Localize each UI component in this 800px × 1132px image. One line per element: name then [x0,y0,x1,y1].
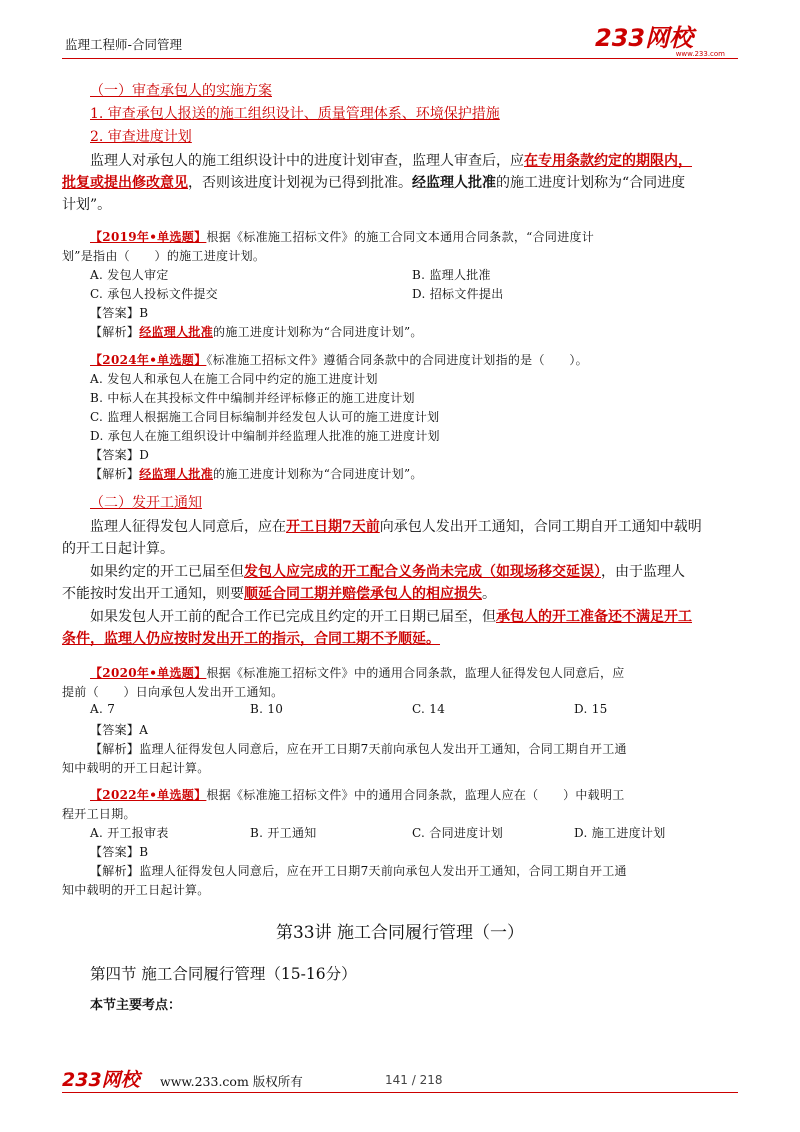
text-run: 《标准施工招标文件》遵循合同条款中的合同进度计划指的是（ ）。 [206,353,588,367]
item-review-design: 1. 审查承包人报送的施工组织设计、质量管理体系、环境保护措施 [90,106,500,122]
highlight-text: 批复或提出修改意见 [62,175,188,191]
question-stem [90,351,588,368]
highlight-text: 经监理人批准 [139,325,214,339]
highlight-text: 发包人应完成的开工配合义务尚未完成（如现场移交延误） [244,564,601,580]
text-run: 根据《标准施工招标文件》中的通用合同条款，监理人应在（ ）中载明工 [206,788,625,802]
doc-header-title: 监理工程师-合同管理 [65,37,183,52]
option-b: B. 监理人批准 [412,268,491,282]
text-run: 向承包人发出开工通知，合同工期自开工通知中载明 [379,519,702,535]
paragraph-line [90,606,692,626]
option-a: A. 发包人审定 [90,268,169,282]
question-tag: 【2020年•单选题】 [90,666,207,680]
item-review-schedule: 2. 审查进度计划 [90,129,192,145]
section-title: 第四节 施工合同履行管理（15-16分） [90,965,357,983]
page-number: 141 / 218 [385,1073,443,1087]
text-run: 根据《标准施工招标文件》的施工合同文本通用合同条款，“合同进度计 [206,230,595,244]
highlight-text: 条件，监理人仍应按时发出开工的指示，合同工期不予顺延。 [62,631,440,647]
question-tag: 【2022年•单选题】 [90,788,207,802]
text-run: 监理人征得发包人同意后，应在 [90,519,286,535]
text-run: 不能按时发出开工通知，则要 [62,586,244,602]
question-stem-cont: 划”是指由（ ）的施工进度计划。 [62,249,266,263]
question-stem [90,786,625,803]
bold-text: 经监理人批准 [412,175,496,191]
explanation: 【解析】监理人征得发包人同意后，应在开工日期7天前向承包人发出开工通知，合同工期自开工通 [90,742,627,756]
answer: 【答案】A [90,723,149,737]
option-b: B. 开工通知 [250,826,317,840]
option-b: B. 中标人在其投标文件中编制并经评标修正的施工进度计划 [90,391,415,405]
text-run: 的施工进度计划称为“合同进度计划”。 [213,325,423,339]
highlight-text: 在专用条款约定的期限内， [524,153,692,169]
text-run: 如果约定的开工已届至但 [90,564,244,580]
option-d: D. 招标文件提出 [412,287,504,301]
brand-logo-url: www.233.com [675,50,725,58]
paragraph-line: 计划”。 [62,197,112,213]
text-run: 【解析】 [90,467,140,481]
header-divider [62,58,738,59]
answer: 【答案】B [90,306,149,320]
explanation [90,465,423,482]
option-d: D. 承包人在施工组织设计中编制并经监理人批准的施工进度计划 [90,429,440,443]
option-a: A. 发包人和承包人在施工合同中约定的施工进度计划 [90,372,378,386]
answer: 【答案】D [90,448,150,462]
explanation-cont: 知中载明的开工日起计算。 [62,761,210,775]
option-d: D. 施工进度计划 [574,826,666,840]
text-run: 【解析】 [90,325,140,339]
footer-divider [62,1092,738,1093]
paragraph-line [62,172,685,192]
option-d: D. 15 [574,702,608,716]
highlight-text: 开工日期7天前 [286,519,380,535]
explanation [90,323,423,340]
key-points-label: 本节主要考点： [90,998,182,1013]
explanation: 【解析】监理人征得发包人同意后，应在开工日期7天前向承包人发出开工通知，合同工期自开工通 [90,864,627,878]
question-stem [90,228,594,245]
question-stem-cont: 提前（ ）日向承包人发出开工通知。 [62,685,284,699]
option-c: C. 监理人根据施工合同目标编制并经发包人认可的施工进度计划 [90,410,440,424]
option-b: B. 10 [250,702,284,716]
paragraph-line [90,150,692,170]
svg-text:233网校: 233网校 [62,1069,140,1091]
paragraph-line [90,561,685,581]
option-a: A. 开工报审表 [90,826,169,840]
svg-text:233网校: 233网校 [595,24,694,52]
explanation-cont: 知中载明的开工日起计算。 [62,883,210,897]
question-stem-cont: 程开工日期。 [62,807,136,821]
question-tag: 【2019年•单选题】 [90,230,207,244]
text-run: 如果发包人开工前的配合工作已完成且约定的开工日期已届至，但 [90,609,496,625]
lecture-title: 第33讲 施工合同履行管理（一） [275,923,525,943]
text-run: 的施工进度计划称为“合同进度 [496,175,686,191]
question-tag: 【2024年•单选题】 [90,353,207,367]
option-c: C. 14 [412,702,446,716]
question-stem [90,664,625,681]
text-run: 监理人对承包人的施工组织设计中的进度计划审查，监理人审查后，应 [90,153,524,169]
highlight-text: 顺延合同工期并赔偿承包人的相应损失 [244,586,482,602]
paragraph-line: 的开工日起计算。 [62,541,174,557]
paragraph-line [62,583,496,603]
option-a: A. 7 [90,702,116,716]
highlight-text: 承包人的开工准备还不满足开工 [496,609,692,625]
footer-logo [62,1067,152,1091]
text-run: 根据《标准施工招标文件》中的通用合同条款，监理人征得发包人同意后，应 [206,666,625,680]
answer: 【答案】B [90,845,149,859]
section-heading-review-plan: （一）审查承包人的实施方案 [90,83,272,99]
option-c: C. 合同进度计划 [412,826,504,840]
text-run: ，否则该进度计划视为已得到批准。 [188,175,412,191]
section-heading-start-notice: （二）发开工通知 [90,495,202,511]
highlight-text: 经监理人批准 [139,467,214,481]
paragraph-line [90,516,702,536]
text-run: ，由于监理人 [601,564,685,580]
text-run: 。 [482,586,496,602]
footer-site: www.233.com 版权所有 [160,1074,303,1089]
option-c: C. 承包人投标文件提交 [90,287,218,301]
text-run: 的施工进度计划称为“合同进度计划”。 [213,467,423,481]
